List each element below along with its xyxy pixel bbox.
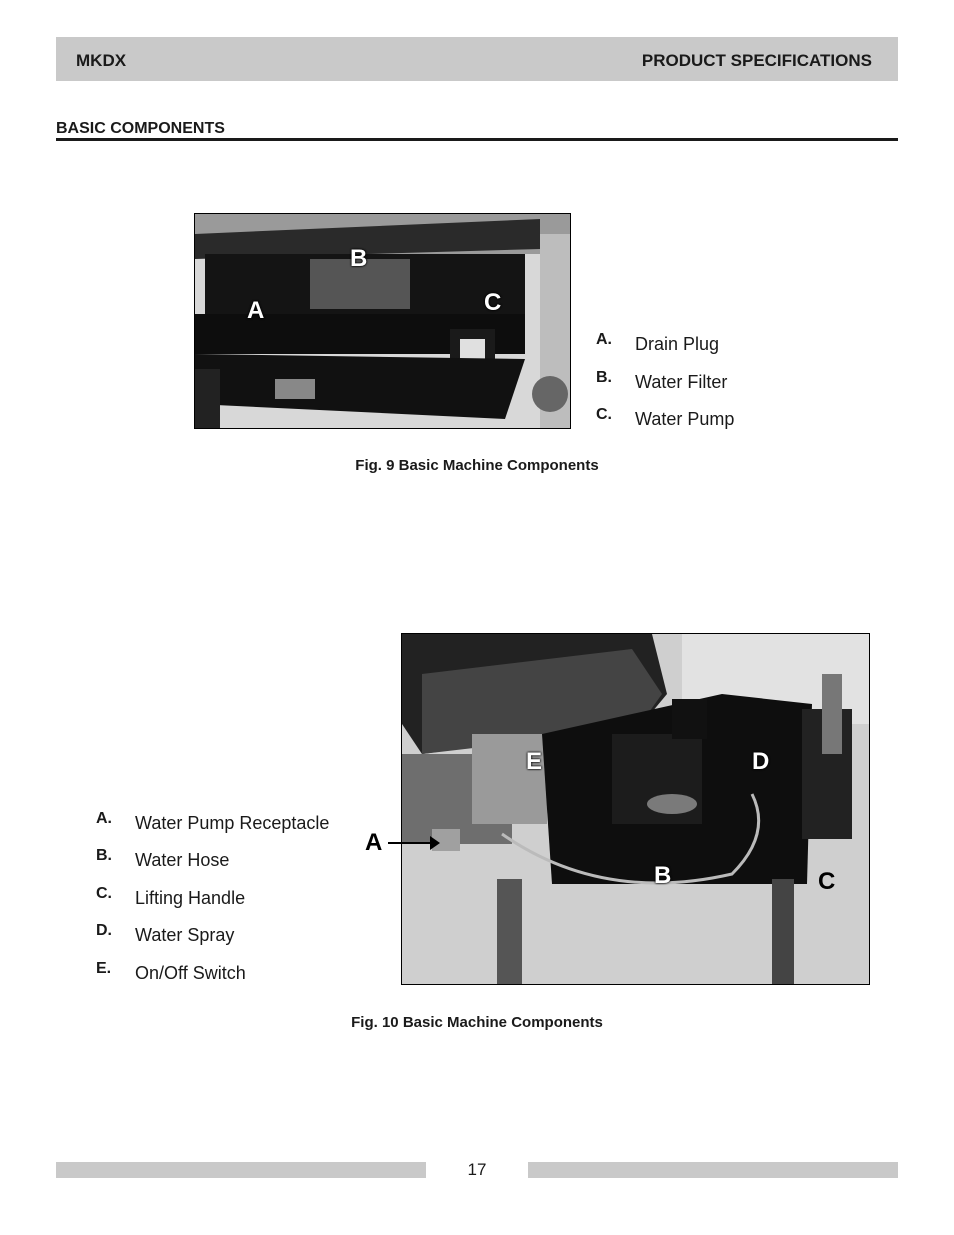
- header-section-title: PRODUCT SPECIFICATIONS: [641, 51, 872, 70]
- figure-9-callout-b: B: [350, 245, 368, 272]
- legend-letter: C.: [596, 406, 612, 423]
- legend-letter: E.: [96, 960, 112, 977]
- header-bar: [56, 37, 898, 81]
- section-title: BASIC COMPONENTS: [56, 120, 225, 137]
- figure-10-caption: Fig. 10 Basic Machine Components: [351, 1014, 603, 1031]
- legend-letter: B.: [96, 847, 112, 864]
- figure-10-callout-b: B: [654, 862, 672, 889]
- figure-10-photo: [401, 633, 870, 985]
- header-product-name: MKDX: [76, 51, 127, 70]
- figure-9-callout-c: C: [484, 289, 502, 316]
- figure-9-photo: [194, 213, 571, 429]
- legend-label: Water Pump: [635, 409, 735, 429]
- figure-10-callout-a: A: [365, 829, 383, 856]
- page-number: 17: [467, 1160, 487, 1179]
- legend-label: Drain Plug: [635, 334, 720, 354]
- legend-label: Water Filter: [635, 372, 728, 392]
- legend-letter: C.: [96, 885, 112, 902]
- figure-10-callout-e: E: [526, 748, 543, 775]
- footer-bar-left: [56, 1162, 426, 1178]
- legend-label: Water Spray: [135, 925, 235, 945]
- legend-letter: A.: [96, 810, 112, 827]
- legend-label: On/Off Switch: [135, 963, 246, 983]
- figure-10-callout-c: C: [818, 868, 836, 895]
- legend-letter: D.: [96, 922, 112, 939]
- figure-9-caption: Fig. 9 Basic Machine Components: [355, 457, 599, 474]
- legend-letter: A.: [596, 331, 612, 348]
- legend-label: Water Pump Receptacle: [135, 813, 330, 833]
- legend-letter: B.: [596, 369, 612, 386]
- footer-bar-right: [528, 1162, 898, 1178]
- legend-label: Lifting Handle: [135, 888, 246, 908]
- figure-9-callout-a: A: [247, 297, 265, 324]
- legend-label: Water Hose: [135, 850, 230, 870]
- section-divider: [56, 138, 898, 141]
- callout-arrow-icon: [388, 842, 438, 844]
- figure-10-callout-d: D: [752, 748, 770, 775]
